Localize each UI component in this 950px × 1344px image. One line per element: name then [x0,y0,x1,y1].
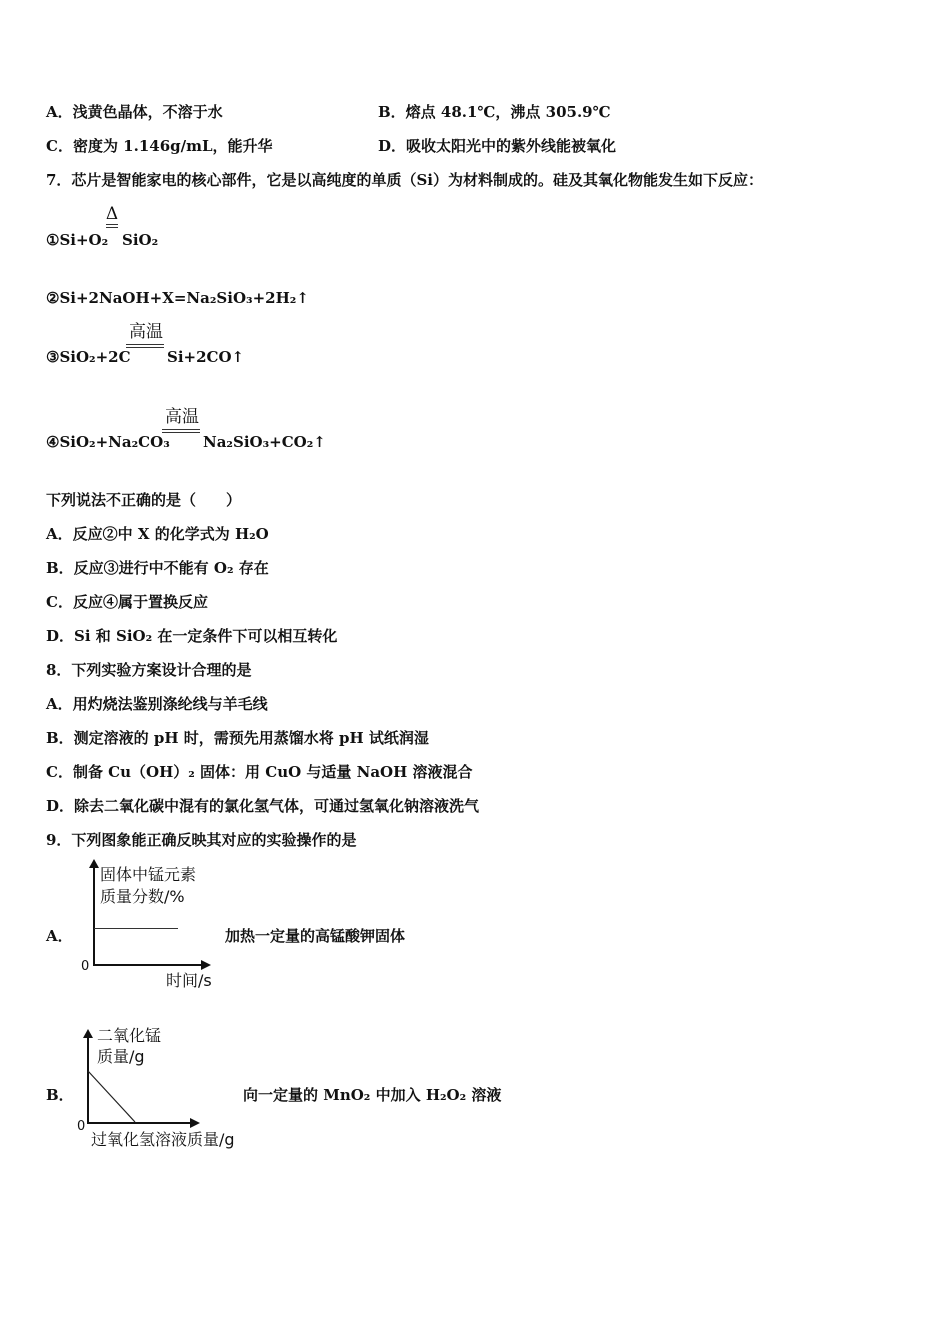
q8-option-a: A．用灼烧法鉴别涤纶线与羊毛线 [46,695,268,713]
reaction-4-right: Na₂SiO₃+CO₂↑ [203,433,326,451]
reaction-1-condition: Δ [105,204,119,224]
q7-stem: 7．芯片是智能家电的核心部件，它是以高纯度的单质（Si）为材料制成的。硅及其氧化物能发生如下反应： [46,171,763,189]
q9-stem: 9．下列图象能正确反映其对应的实验操作的是 [46,831,357,849]
reaction-3-bar [126,347,164,348]
graph-a-ylabel-line1: 固体中锰元素 [100,865,197,884]
q7-option-d: D．Si 和 SiO₂ 在一定条件下可以相互转化 [46,627,338,645]
q8-option-c: C．制备 Cu（OH）₂ 固体：用 CuO 与适量 NaOH 溶液混合 [46,763,473,781]
reaction-3-right: Si+2CO↑ [167,348,245,366]
graph-a-xlabel: 时间/s [166,971,212,990]
reaction-4-bar [162,432,200,433]
reaction-2: ②Si+2NaOH+X=Na₂SiO₃+2H₂↑ [46,289,309,307]
reaction-1-bar [106,224,118,225]
graph-a-ylabel-line2: 质量分数/% [100,887,185,906]
graph-a-y-arrow [88,859,100,869]
graph-b-y-arrow [82,1029,94,1039]
reaction-4-condition: 高温 [165,407,199,427]
q7-question: 下列说法不正确的是（ ） [46,491,242,509]
q6-option-c: C．密度为 1.146g/mL，能升华 [46,137,273,155]
q9-option-a-label: A． [46,927,73,945]
reaction-3-left: ③SiO₂+2C [46,348,131,366]
q7-option-b: B．反应③进行中不能有 O₂ 存在 [46,559,269,577]
reaction-3-condition: 高温 [129,322,163,342]
reaction-1-left: ①Si+O₂ [46,231,109,249]
graph-b-xlabel: 过氧化氢溶液质量/g [91,1130,235,1149]
reaction-3-bar [126,344,164,345]
q7-option-a: A．反应②中 X 的化学式为 H₂O [46,525,269,543]
q8-option-b: B．测定溶液的 pH 时，需预先用蒸馏水将 pH 试纸润湿 [46,729,429,747]
q6-option-a: A．浅黄色晶体，不溶于水 [46,103,223,121]
q7-option-c: C．反应④属于置换反应 [46,593,208,611]
graph-a-x-axis [93,964,203,966]
graph-a-x-arrow [201,959,211,971]
q8-stem: 8．下列实验方案设计合理的是 [46,661,252,679]
graph-b-ylabel-line1: 二氧化锰 [97,1026,162,1045]
q8-option-d: D．除去二氧化碳中混有的氯化氢气体，可通过氢氧化钠溶液洗气 [46,797,480,815]
reaction-1-right: SiO₂ [122,231,159,249]
q9-option-b-label: B． [46,1086,74,1104]
reaction-1-bar [106,227,118,228]
q9-option-b-description: 向一定量的 MnO₂ 中加入 H₂O₂ 溶液 [243,1086,502,1104]
graph-b-origin: 0 [77,1119,86,1134]
q9-option-a-description: 加热一定量的高锰酸钾固体 [225,927,406,945]
reaction-4-left: ④SiO₂+Na₂CO₃ [46,433,170,451]
graph-b-ylabel-line2: 质量/g [97,1047,145,1066]
graph-a-y-axis [93,866,95,965]
reaction-4-bar [162,429,200,430]
graph-a-data-line [94,928,178,929]
graph-b-x-arrow [190,1117,200,1129]
graph-b-data-line [88,1070,138,1124]
graph-a-origin: 0 [81,959,90,974]
q6-option-b: B．熔点 48.1℃，沸点 305.9℃ [378,103,611,121]
q6-option-d: D．吸收太阳光中的紫外线能被氧化 [378,137,617,155]
